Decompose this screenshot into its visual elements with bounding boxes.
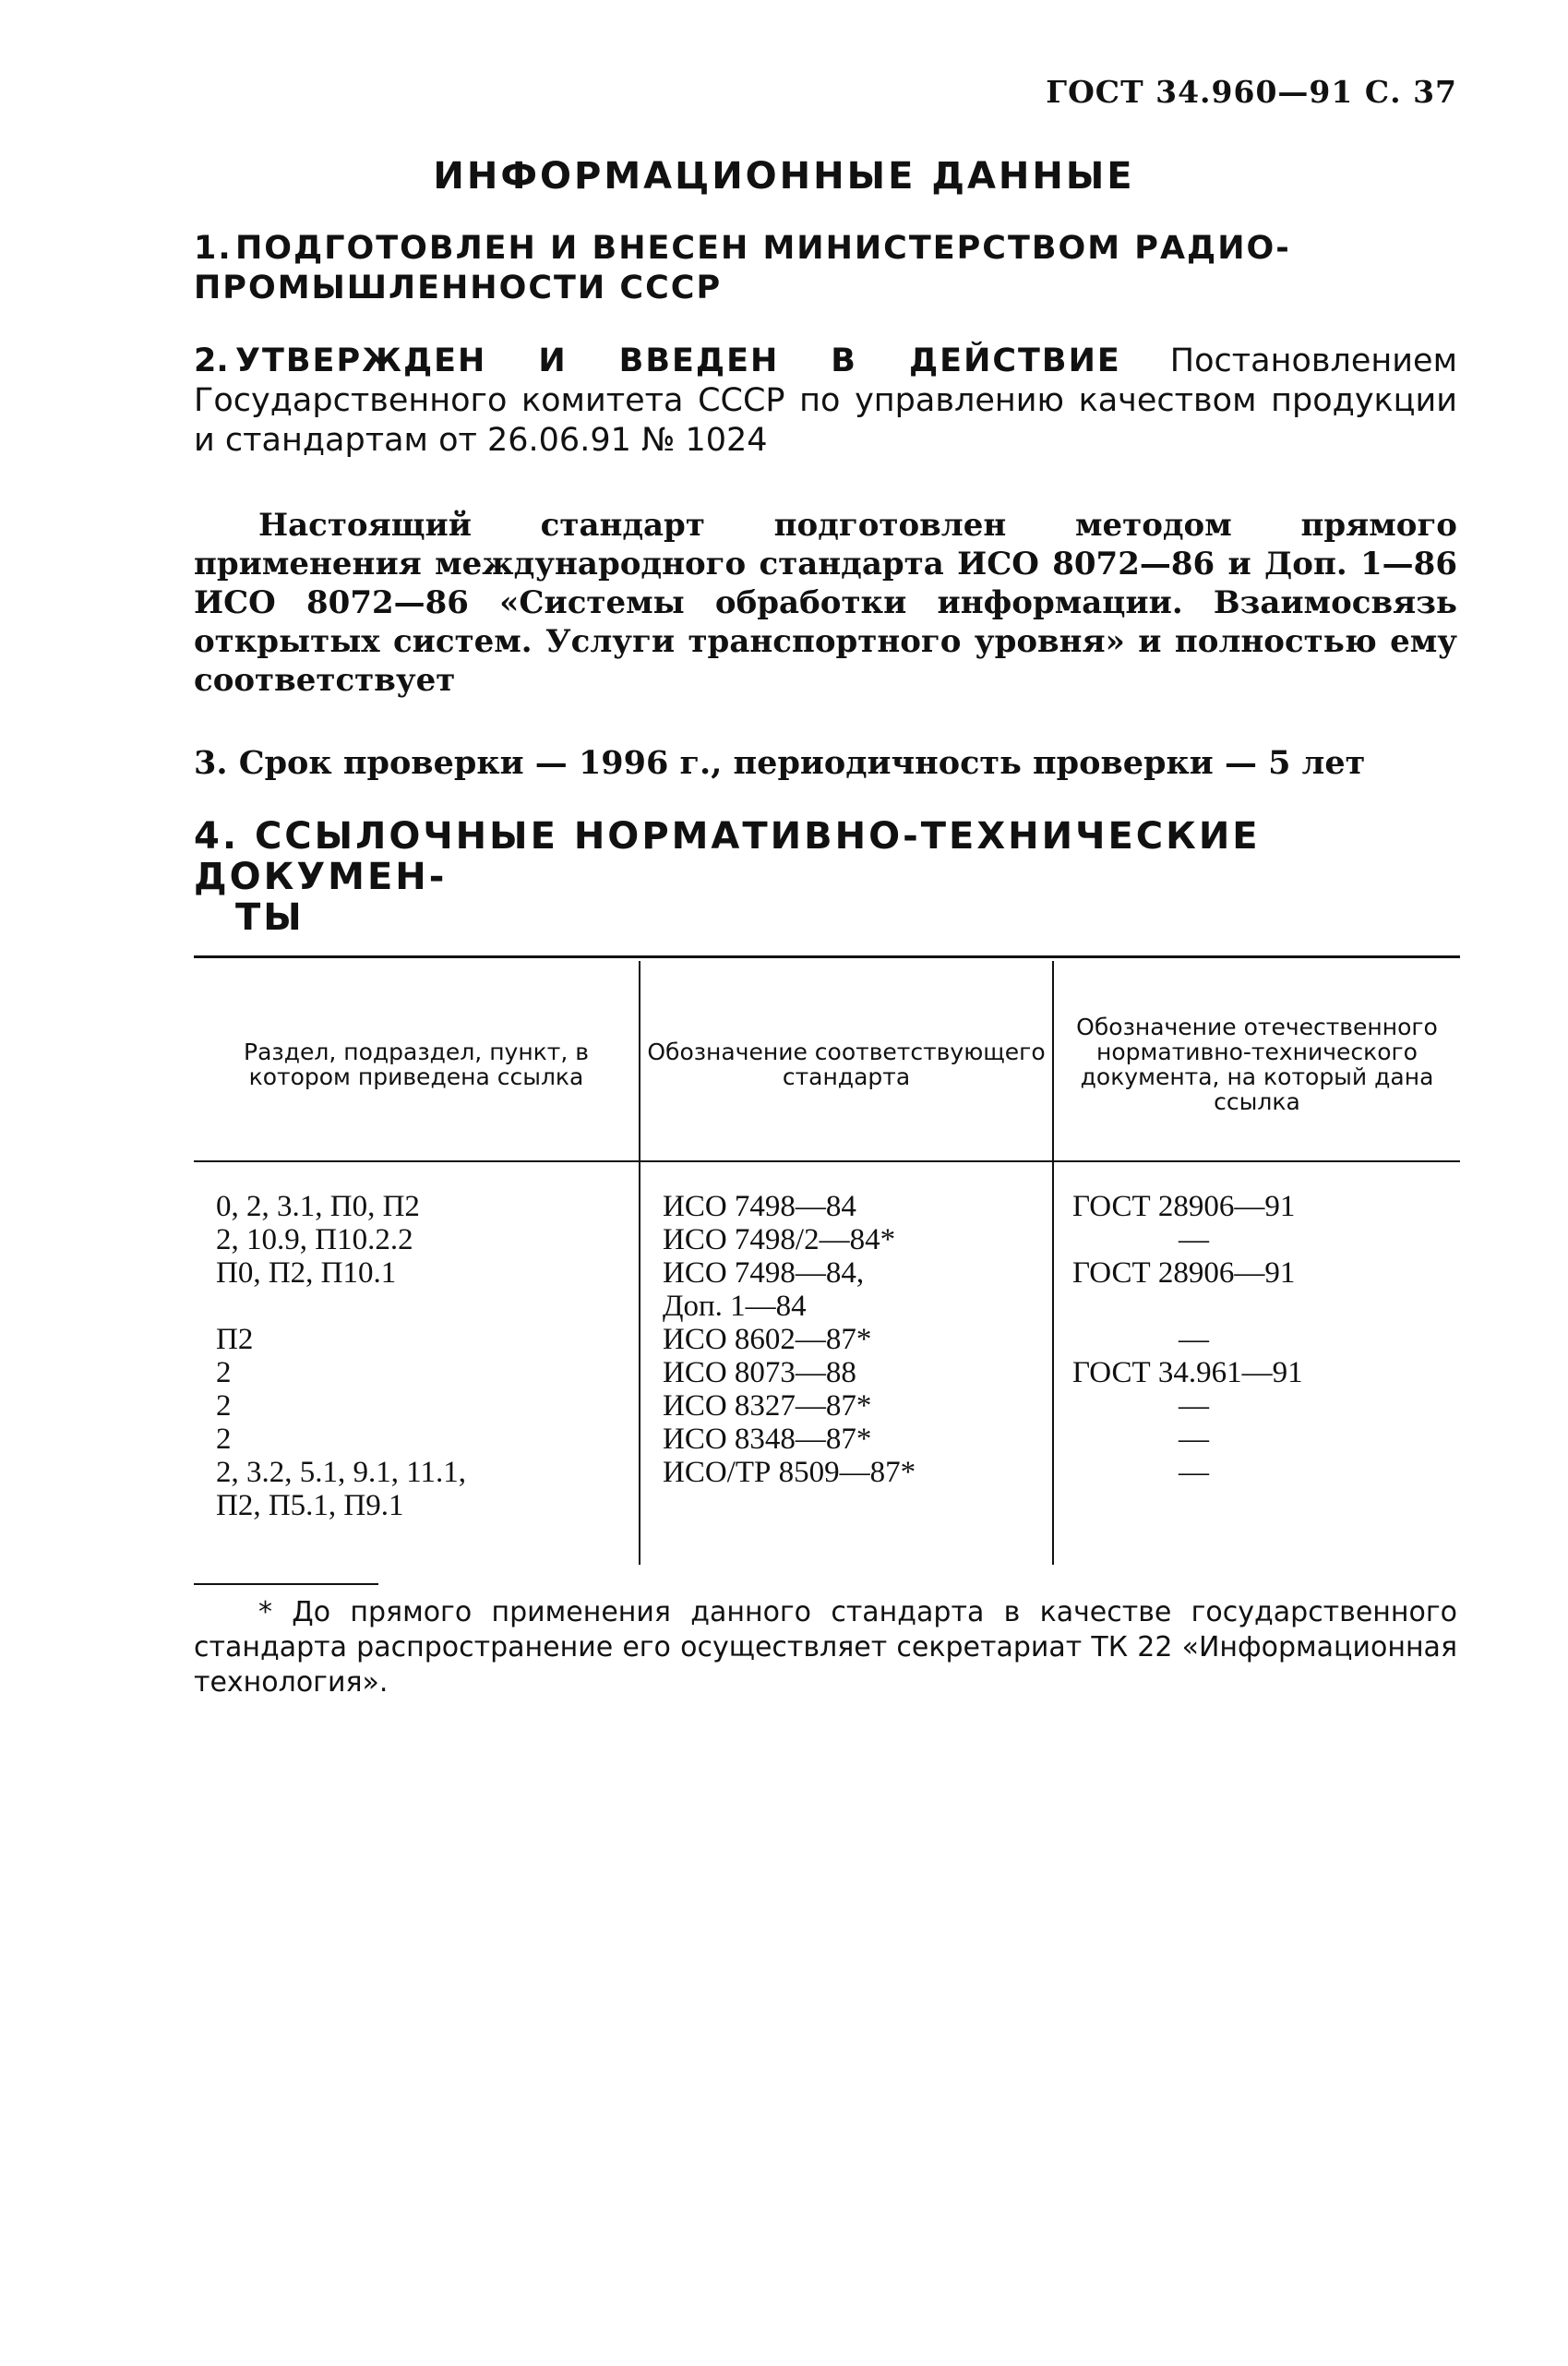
table-cell: 2 xyxy=(216,1423,232,1456)
section-1-line-2: ПРОМЫШЛЕННОСТИ СССР xyxy=(194,270,723,306)
table-cell: 2, 10.9, П10.2.2 xyxy=(216,1223,413,1256)
table-header-standard: Обозначение соответствующего стандарта xyxy=(647,1039,1046,1090)
table-cell: ИСО 8602—87* xyxy=(663,1323,872,1356)
table-cell: ИСО 8327—87* xyxy=(663,1389,872,1423)
table-cell: ИСО 7498—84 xyxy=(663,1190,856,1223)
table-cell: ИСО 8073—88 xyxy=(663,1356,856,1389)
table-cell: — xyxy=(1179,1389,1209,1423)
section-4-line-2: ТЫ xyxy=(235,896,305,939)
section-1-line-1: ПОДГОТОВЛЕН И ВНЕСЕН МИНИСТЕРСТВОМ РАДИО- xyxy=(235,230,1291,267)
table-cell: — xyxy=(1179,1423,1209,1456)
table-column-standards xyxy=(663,1190,1050,1522)
table-cell xyxy=(216,1290,631,1323)
table-cell: П2, П5.1, П9.1 xyxy=(216,1489,404,1522)
table-cell: П0, П2, П10.1 xyxy=(216,1256,397,1290)
table-column-sections xyxy=(216,1190,631,1522)
footnote-rule xyxy=(194,1583,378,1585)
table-column-national-docs xyxy=(1072,1190,1460,1522)
section-2-lead: УТВЕРЖДЕН И ВВЕДЕН В ДЕЙСТВИЕ xyxy=(235,342,1121,379)
table-cell: ИСО 7498—84, xyxy=(663,1256,865,1290)
table-header-section: Раздел, подраздел, пункт, в котором приведена ссылка xyxy=(244,1039,589,1090)
references-table xyxy=(194,955,1460,1565)
table-cell: ГОСТ 28906—91 xyxy=(1072,1190,1296,1223)
standard-paragraph: Настоящий стандарт подготовлен методом прямого применения международного стандарта ИСО 8072—86 и Доп. 1—86 ИСО 8072—86 «Системы обработки информации. Взаимосвязь открытых систем. Услуги транспортного уровня» и полностью ему соответствует xyxy=(194,507,1457,699)
table-cell xyxy=(1072,1489,1460,1522)
section-4 xyxy=(194,816,1457,938)
table-cell: 2 xyxy=(216,1356,232,1389)
table-cell: ИСО 7498/2—84* xyxy=(663,1223,896,1256)
table-cell: — xyxy=(1179,1456,1209,1489)
table-cell: Доп. 1—84 xyxy=(663,1290,807,1323)
table-cell: — xyxy=(1179,1323,1209,1356)
table-header-national-doc: Обозначение отечественного нормативно-технического документа, на который дана ссылка xyxy=(1076,1014,1438,1115)
section-4-line-1: 4. ССЫЛОЧНЫЕ НОРМАТИВНО-ТЕХНИЧЕСКИЕ ДОКУМЕН- xyxy=(194,815,1261,898)
table-cell: — xyxy=(1179,1223,1209,1256)
section-3: 3. Срок проверки — 1996 г., периодичность проверки — 5 лет xyxy=(194,744,1366,782)
section-1 xyxy=(194,229,1457,308)
table-cell xyxy=(1072,1290,1460,1323)
page-header: ГОСТ 34.960—91 С. 37 xyxy=(1046,74,1457,110)
table-cell: 2 xyxy=(216,1389,232,1423)
table-cell xyxy=(663,1489,1050,1522)
table-cell: ГОСТ 34.961—91 xyxy=(1072,1356,1303,1389)
table-cell: 0, 2, 3.1, П0, П2 xyxy=(216,1190,420,1223)
table-cell: ИСО/ТР 8509—87* xyxy=(663,1456,916,1489)
section-2-number: 2. xyxy=(194,342,229,379)
section-1-number: 1. xyxy=(194,230,233,267)
table-cell: ГОСТ 28906—91 xyxy=(1072,1256,1296,1290)
table-top-rule xyxy=(194,955,1460,958)
section-2-text: Постановлением Государственного комитета СССР по управлению качеством продукции и стандартам от 26.06.91 № 1024 xyxy=(194,342,1457,459)
footnote: * До прямого применения данного стандарта в качестве государственного стандарта распространение его осуществляет секретариат ТК 22 «Информационная технология». xyxy=(194,1596,1457,1699)
table-header-rule xyxy=(194,1160,1460,1162)
section-2 xyxy=(194,342,1457,461)
page-title: ИНФОРМАЦИОННЫЕ ДАННЫЕ xyxy=(433,155,1135,198)
table-cell: П2 xyxy=(216,1323,254,1356)
table-cell: 2, 3.2, 5.1, 9.1, 11.1, xyxy=(216,1456,467,1489)
table-cell: ИСО 8348—87* xyxy=(663,1423,872,1456)
